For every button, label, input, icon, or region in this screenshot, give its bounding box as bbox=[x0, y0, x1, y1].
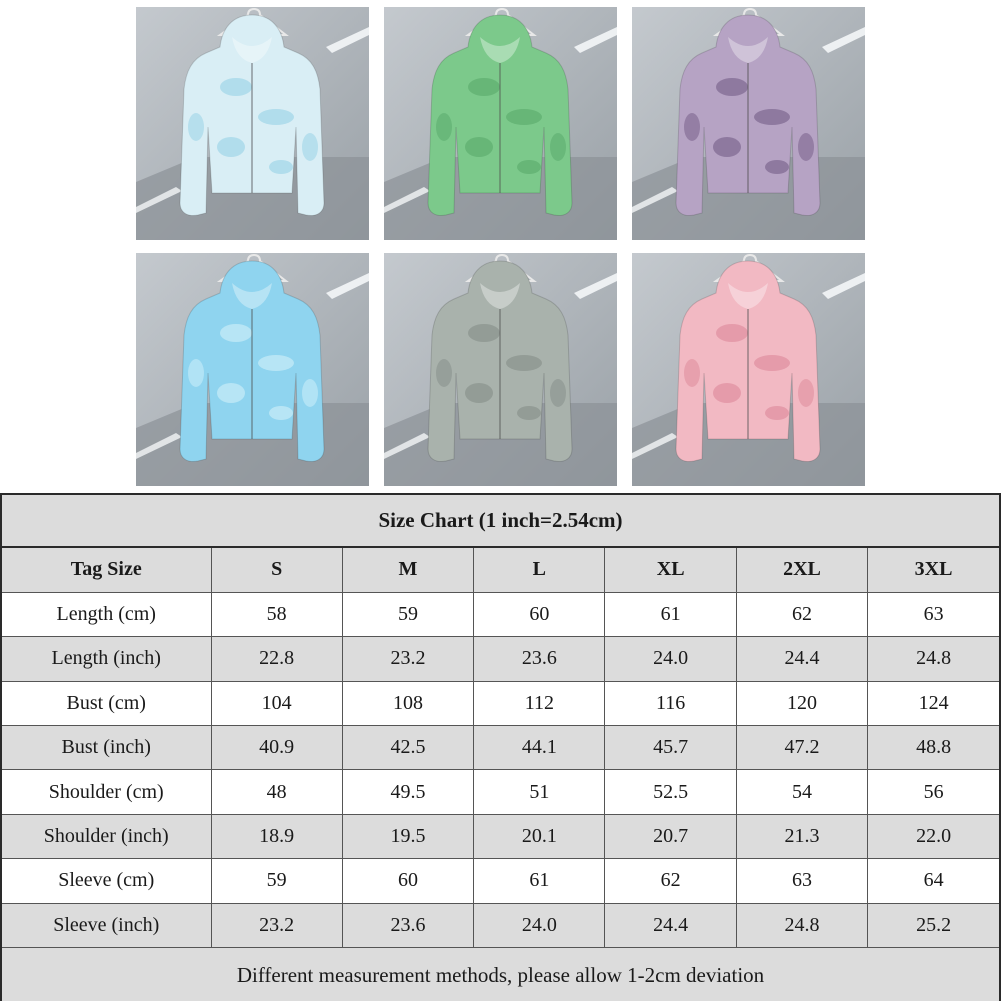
measurement-value: 63 bbox=[868, 592, 999, 636]
product-photo-grid bbox=[0, 0, 1001, 490]
measurement-value: 18.9 bbox=[211, 814, 342, 858]
measurement-label: Sleeve (inch) bbox=[2, 903, 211, 947]
hooded-jacket-image bbox=[632, 7, 865, 240]
measurement-value: 58 bbox=[211, 592, 342, 636]
size-chart-footnote: Different measurement methods, please allow 1-2cm deviation bbox=[2, 948, 999, 1001]
measurement-label: Length (cm) bbox=[2, 592, 211, 636]
hooded-jacket-image bbox=[384, 7, 617, 240]
measurement-value: 112 bbox=[474, 681, 605, 725]
measurement-value: 22.8 bbox=[211, 637, 342, 681]
measurement-value: 24.8 bbox=[868, 637, 999, 681]
measurement-value: 24.4 bbox=[605, 903, 736, 947]
size-table-body bbox=[2, 592, 999, 947]
measurement-value: 21.3 bbox=[736, 814, 867, 858]
measurement-value: 42.5 bbox=[342, 726, 473, 770]
product-photo-sky-blue[interactable] bbox=[136, 253, 369, 486]
product-photo-light-blue-white[interactable] bbox=[136, 7, 369, 240]
measurement-value: 22.0 bbox=[868, 814, 999, 858]
measurement-label: Sleeve (cm) bbox=[2, 859, 211, 903]
header-cell-tag-size: Tag Size bbox=[2, 548, 211, 592]
measurement-value: 20.7 bbox=[605, 814, 736, 858]
hooded-jacket-image bbox=[384, 253, 617, 486]
hooded-jacket-image bbox=[136, 7, 369, 240]
header-cell-3xl: 3XL bbox=[868, 548, 999, 592]
measurement-value: 52.5 bbox=[605, 770, 736, 814]
measurement-value: 51 bbox=[474, 770, 605, 814]
measurement-value: 40.9 bbox=[211, 726, 342, 770]
table-row bbox=[2, 903, 999, 947]
measurement-value: 25.2 bbox=[868, 903, 999, 947]
measurement-value: 49.5 bbox=[342, 770, 473, 814]
measurement-label: Shoulder (cm) bbox=[2, 770, 211, 814]
measurement-value: 23.2 bbox=[342, 637, 473, 681]
measurement-value: 59 bbox=[342, 592, 473, 636]
measurement-value: 20.1 bbox=[474, 814, 605, 858]
measurement-value: 60 bbox=[474, 592, 605, 636]
measurement-value: 64 bbox=[868, 859, 999, 903]
measurement-value: 24.8 bbox=[736, 903, 867, 947]
table-row bbox=[2, 726, 999, 770]
measurement-value: 47.2 bbox=[736, 726, 867, 770]
measurement-value: 63 bbox=[736, 859, 867, 903]
table-row bbox=[2, 770, 999, 814]
measurement-value: 124 bbox=[868, 681, 999, 725]
size-chart-title: Size Chart (1 inch=2.54cm) bbox=[2, 495, 999, 548]
size-table bbox=[2, 548, 999, 948]
measurement-value: 48.8 bbox=[868, 726, 999, 770]
measurement-value: 54 bbox=[736, 770, 867, 814]
table-row bbox=[2, 814, 999, 858]
table-row bbox=[2, 592, 999, 636]
measurement-value: 23.6 bbox=[474, 637, 605, 681]
hooded-jacket-image bbox=[632, 253, 865, 486]
measurement-value: 116 bbox=[605, 681, 736, 725]
product-photo-grey[interactable] bbox=[384, 253, 617, 486]
product-photo-green[interactable] bbox=[384, 7, 617, 240]
measurement-value: 108 bbox=[342, 681, 473, 725]
measurement-value: 120 bbox=[736, 681, 867, 725]
hooded-jacket-image bbox=[136, 253, 369, 486]
header-cell-s: S bbox=[211, 548, 342, 592]
measurement-value: 61 bbox=[605, 592, 736, 636]
header-cell-2xl: 2XL bbox=[736, 548, 867, 592]
measurement-value: 24.0 bbox=[605, 637, 736, 681]
measurement-value: 45.7 bbox=[605, 726, 736, 770]
measurement-value: 19.5 bbox=[342, 814, 473, 858]
measurement-value: 24.4 bbox=[736, 637, 867, 681]
table-row bbox=[2, 681, 999, 725]
measurement-label: Bust (cm) bbox=[2, 681, 211, 725]
size-table-header-row bbox=[2, 548, 999, 592]
measurement-label: Shoulder (inch) bbox=[2, 814, 211, 858]
measurement-value: 48 bbox=[211, 770, 342, 814]
measurement-value: 104 bbox=[211, 681, 342, 725]
measurement-label: Length (inch) bbox=[2, 637, 211, 681]
measurement-value: 23.6 bbox=[342, 903, 473, 947]
measurement-value: 56 bbox=[868, 770, 999, 814]
measurement-value: 23.2 bbox=[211, 903, 342, 947]
size-chart bbox=[0, 493, 1001, 1001]
product-photo-purple[interactable] bbox=[632, 7, 865, 240]
measurement-value: 62 bbox=[736, 592, 867, 636]
measurement-value: 59 bbox=[211, 859, 342, 903]
measurement-value: 24.0 bbox=[474, 903, 605, 947]
measurement-value: 60 bbox=[342, 859, 473, 903]
measurement-value: 61 bbox=[474, 859, 605, 903]
product-photo-pink[interactable] bbox=[632, 253, 865, 486]
table-row bbox=[2, 859, 999, 903]
header-cell-xl: XL bbox=[605, 548, 736, 592]
measurement-value: 44.1 bbox=[474, 726, 605, 770]
measurement-value: 62 bbox=[605, 859, 736, 903]
table-row bbox=[2, 637, 999, 681]
header-cell-l: L bbox=[474, 548, 605, 592]
header-cell-m: M bbox=[342, 548, 473, 592]
measurement-label: Bust (inch) bbox=[2, 726, 211, 770]
